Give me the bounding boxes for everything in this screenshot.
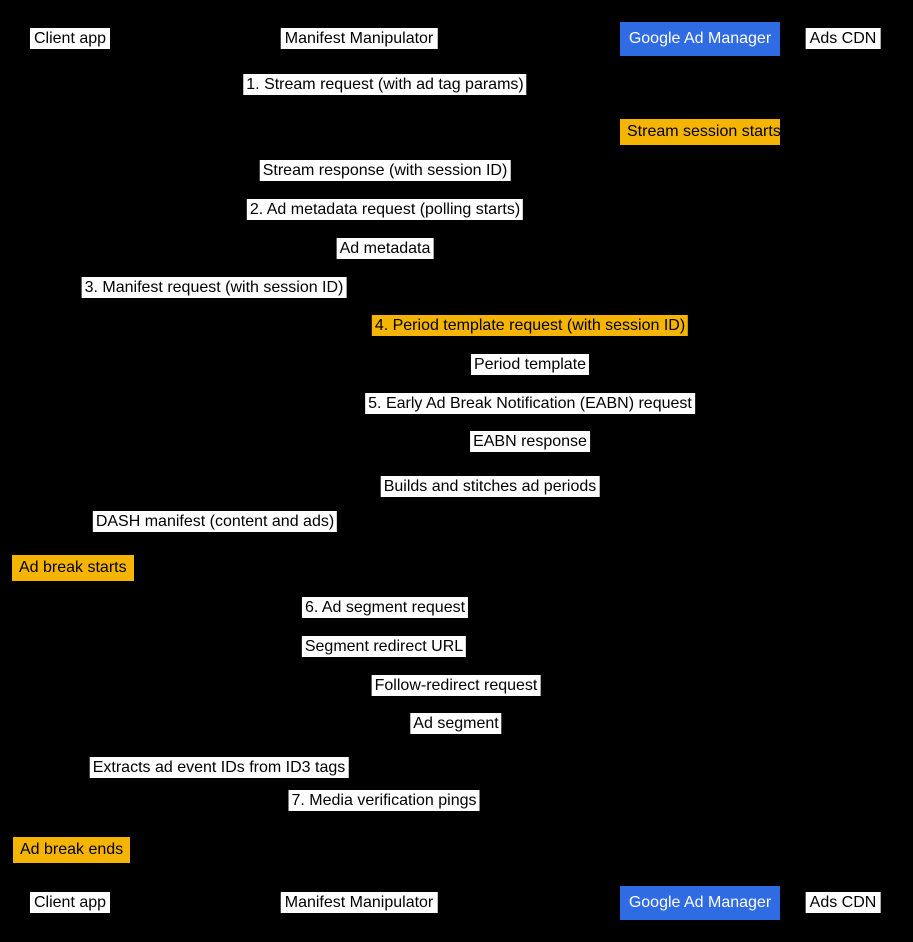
participant-manifest-manipulator-top: Manifest Manipulator — [281, 28, 438, 49]
note-ad-break-ends: Ad break ends — [13, 837, 130, 863]
note-stream-session-starts: Stream session starts — [620, 119, 780, 145]
message-media-verification-pings: 7. Media verification pings — [289, 790, 480, 811]
participant-manifest-manipulator-bottom: Manifest Manipulator — [281, 892, 438, 913]
message-ad-segment: Ad segment — [410, 713, 501, 734]
participant-google-ad-manager-top: Google Ad Manager — [620, 22, 780, 56]
message-eabn-request: 5. Early Ad Break Notification (EABN) request — [365, 393, 695, 414]
message-ad-metadata-request: 2. Ad metadata request (polling starts) — [247, 199, 523, 220]
action-extracts-ad-event-ids: Extracts ad event IDs from ID3 tags — [90, 757, 349, 778]
action-builds-stitches-ad-periods: Builds and stitches ad periods — [381, 476, 600, 497]
participant-google-ad-manager-bottom: Google Ad Manager — [620, 886, 780, 920]
participant-ads-cdn-bottom: Ads CDN — [806, 892, 881, 913]
message-segment-redirect-url: Segment redirect URL — [302, 636, 466, 657]
note-ad-break-starts: Ad break starts — [12, 555, 134, 581]
message-ad-metadata: Ad metadata — [337, 238, 434, 259]
participant-ads-cdn-top: Ads CDN — [806, 28, 881, 49]
message-stream-response: Stream response (with session ID) — [260, 160, 511, 181]
message-period-template-request: 4. Period template request (with session ID) — [372, 315, 688, 336]
message-ad-segment-request: 6. Ad segment request — [302, 597, 468, 618]
message-dash-manifest: DASH manifest (content and ads) — [93, 511, 337, 532]
message-manifest-request: 3. Manifest request (with session ID) — [82, 277, 347, 298]
message-follow-redirect-request: Follow-redirect request — [372, 675, 541, 696]
message-stream-request: 1. Stream request (with ad tag params) — [243, 74, 526, 95]
message-period-template: Period template — [471, 354, 589, 375]
participant-client-app-bottom: Client app — [30, 892, 110, 913]
participant-client-app-top: Client app — [30, 28, 110, 49]
message-eabn-response: EABN response — [470, 431, 590, 452]
